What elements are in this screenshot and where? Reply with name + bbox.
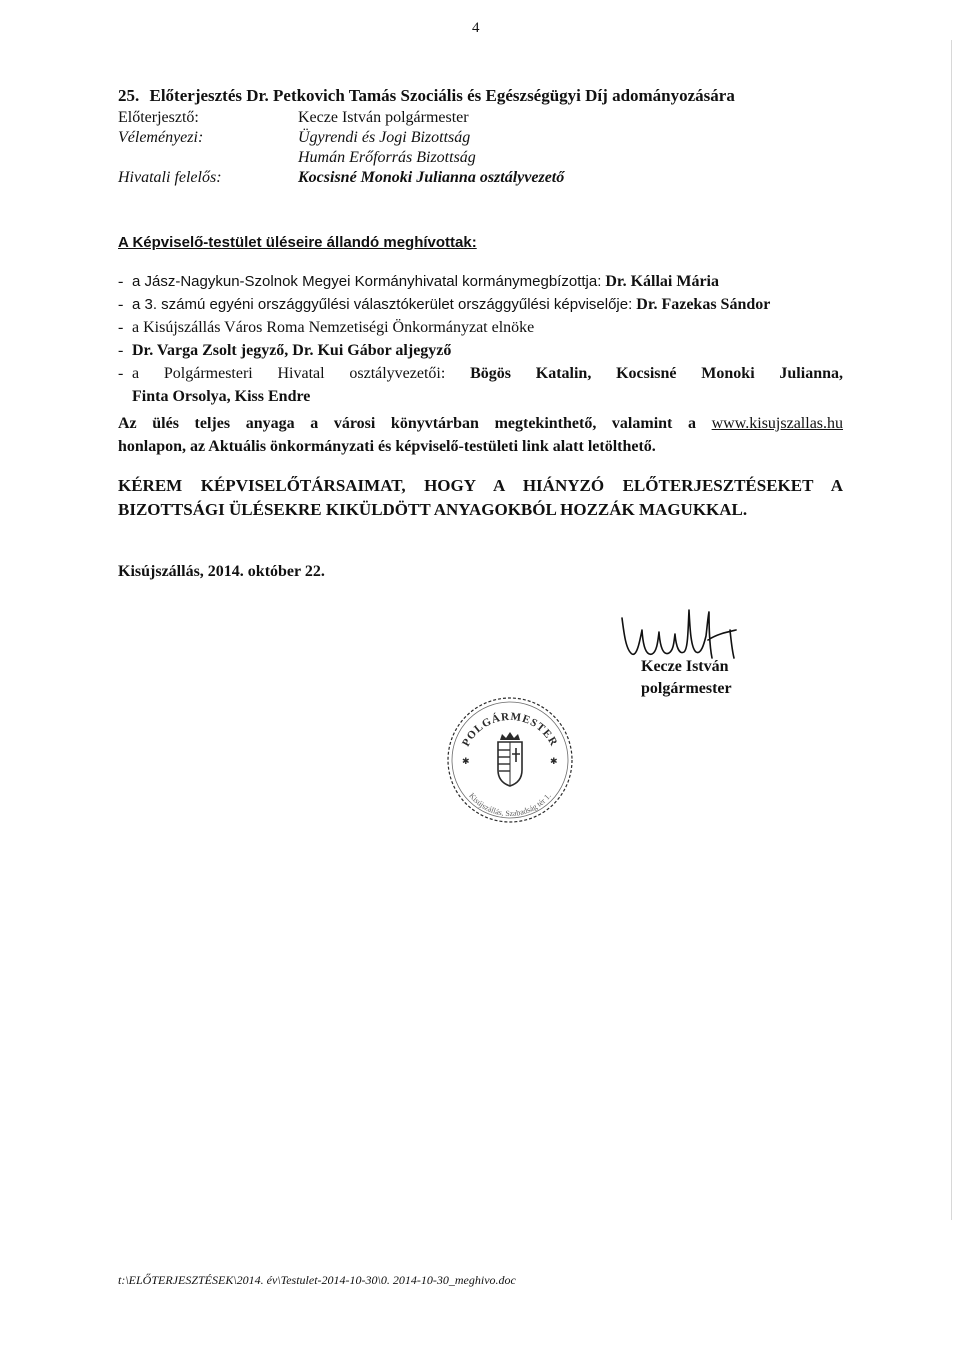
agenda-item-title: Előterjesztés Dr. Petkovich Tamás Szociális és Egészségügyi Díj adományozására [149,86,735,105]
signer-role: polgármester [641,680,732,697]
reviewer-label: Véleményezi: [118,129,204,146]
reviewer-value-1: Ügyrendi és Jogi Bizottság [298,129,471,146]
presenter-row [118,108,564,128]
document-date: Kisújszállás, 2014. október 22. [118,563,325,580]
agenda-item-number: 25. [118,86,140,105]
file-path-footer: t:\ELŐTERJESZTÉSEK\2014. év\Testulet-2014-10-30\0. 2014-10-30_meghivo.doc [118,1273,516,1287]
agenda-item-heading [118,86,735,106]
seal-star-right-icon: ✱ [550,756,558,766]
invited-item-5-names-a: Bögös Katalin, Kocsisné Monoki Julianna, [470,365,843,382]
invited-item-4-text: Dr. Varga Zsolt jegyző, Dr. Kui Gábor aljegyző [132,342,452,359]
list-dash: - [118,319,124,336]
agenda-item-meta [118,108,564,188]
page-number: 4 [472,20,480,36]
invited-list [118,270,843,408]
request-line-1: KÉREM KÉPVISELŐTÁRSAIMAT, HOGY A HIÁNYZÓ ELŐTERJESZTÉSEKET A [118,476,843,495]
list-dash: - [118,273,124,290]
reviewer-row [118,128,564,148]
official-seal [440,690,580,830]
list-dash: - [118,342,124,359]
seal-bottom-text: Kisújszállás, Szabadság tér 1. [467,791,553,819]
list-item [118,362,843,408]
list-item [118,270,843,293]
seal-star-left-icon: ✱ [462,756,470,766]
list-item [118,293,843,316]
coat-of-arms-icon [498,732,522,786]
invited-item-5-names-b: Finta Orsolya, Kiss Endre [132,388,311,405]
list-dash: - [118,296,124,313]
invited-item-1-text: a Jász-Nagykun-Szolnok Megyei Kormányhivatal kormánymegbízottja: [132,273,602,290]
availability-line-1: Az ülés teljes anyaga a városi könyvtárban megtekinthető, valamint a [118,415,696,432]
signer-name: Kecze István [641,658,729,675]
invited-item-5-text: a Polgármesteri Hivatal osztályvezetői: [132,365,446,382]
invited-item-2-name: Dr. Fazekas Sándor [636,296,771,313]
responsible-value: Kocsisné Monoki Julianna osztályvezető [298,169,565,186]
signer-block [641,656,732,700]
seal-top-text: POLGÁRMESTER [459,710,561,749]
request-note [118,474,843,522]
request-line-2: BIZOTTSÁGI ÜLÉSEKRE KIKÜLDÖTT ANYAGOKBÓL HOZZÁK MAGUKKAL. [118,500,748,519]
list-item [118,339,843,362]
presenter-label: Előterjesztő: [118,109,199,126]
availability-line-2: honlapon, az Aktuális önkormányzati és képviselő-testületi link alatt letölthető. [118,438,656,455]
reviewer-row-2 [118,148,564,168]
availability-note [118,412,843,458]
website-link[interactable]: www.kisujszallas.hu [711,415,844,432]
list-item [118,316,843,339]
scan-edge-line [951,40,952,1220]
responsible-row [118,168,564,188]
invited-title: A Képviselő-testület üléseire állandó meghívottak: [118,234,477,251]
presenter-value: Kecze István polgármester [298,109,469,126]
invited-item-1-name: Dr. Kállai Mária [605,273,719,290]
responsible-label: Hivatali felelős: [118,169,222,186]
invited-item-2-text: a 3. számú egyéni országgyűlési választókerület országgyűlési képviselője: [132,296,633,313]
reviewer-value-2: Humán Erőforrás Bizottság [298,149,476,166]
invited-item-3-text: a Kisújszállás Város Roma Nemzetiségi Önkormányzat elnöke [132,319,535,336]
list-dash: - [118,365,124,382]
